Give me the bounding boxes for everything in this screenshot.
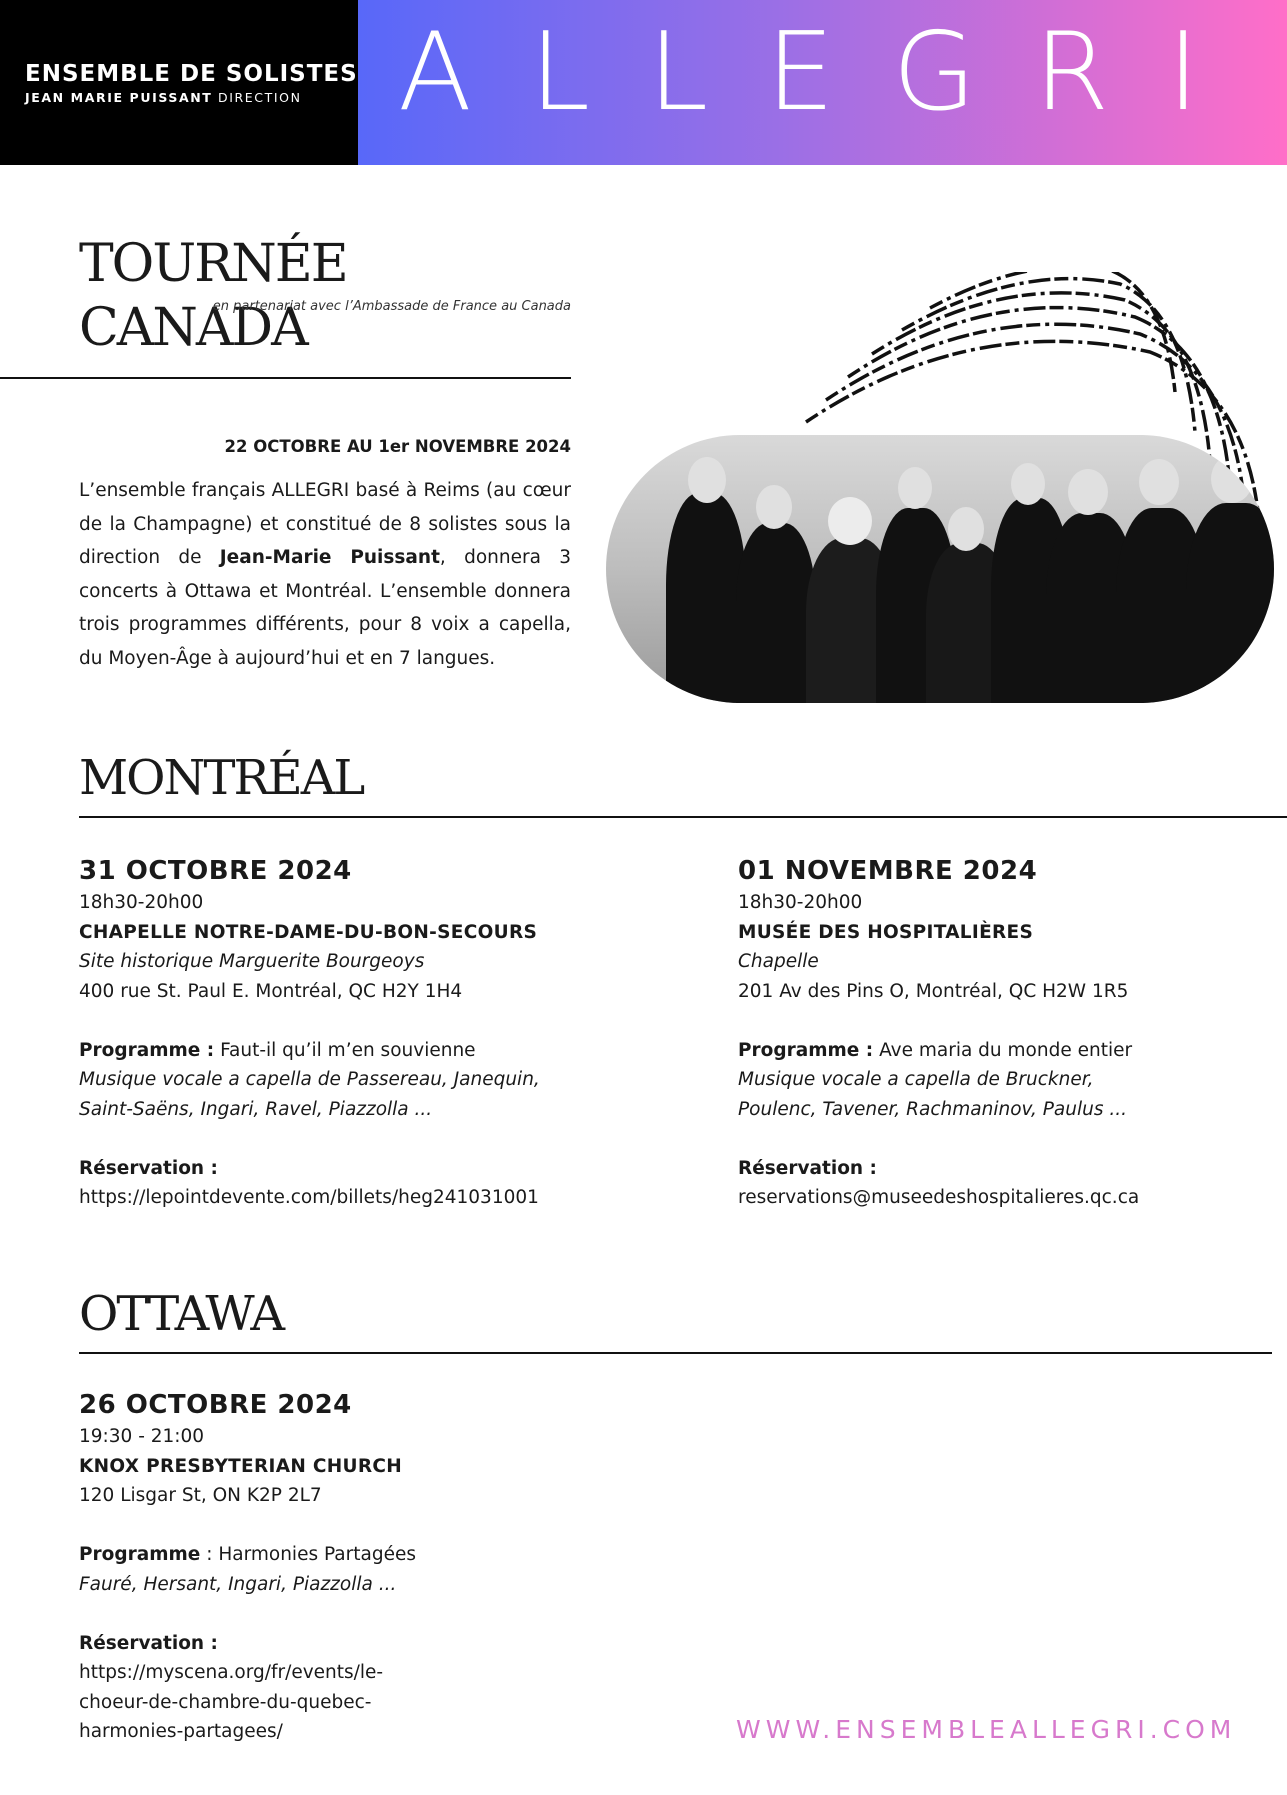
concert-address: 120 Lisgar St, ON K2P 2L7 <box>79 1485 322 1506</box>
concert-programme <box>79 1036 699 1066</box>
ensemble-photo <box>606 435 1274 703</box>
website-link[interactable]: WWW.ENSEMBLEALLEGRI.COM <box>736 1715 1237 1744</box>
director-name: JEAN MARIE PUISSANT <box>25 89 213 105</box>
programme-title: Ave maria du monde entier <box>873 1039 1133 1061</box>
concert-venue: CHAPELLE NOTRE-DAME-DU-BON-SECOURS <box>79 921 538 943</box>
ensemble-name: ENSEMBLE DE SOLISTES <box>25 60 358 87</box>
concert-venue: KNOX PRESBYTERIAN CHURCH <box>79 1455 403 1477</box>
reservation-label: Réservation : <box>79 1632 218 1654</box>
programme-detail: Poulenc, Tavener, Rachmaninov, Paulus ... <box>738 1098 1127 1120</box>
programme-title: Faut-il qu’il m’en souvienne <box>214 1039 476 1061</box>
tour-divider <box>0 377 571 379</box>
ensemble-block <box>0 0 358 165</box>
programme-detail: Fauré, Hersant, Ingari, Piazzolla ... <box>79 1573 397 1595</box>
header <box>0 0 1287 165</box>
concert-site: Site historique Marguerite Bourgeoys <box>79 951 425 972</box>
concert-programme <box>738 1036 1278 1066</box>
concert-date: 01 NOVEMBRE 2024 <box>738 856 1038 886</box>
reservation-email[interactable]: reservations@museedeshospitalieres.qc.ca <box>738 1187 1140 1208</box>
intro-text-1: L’ensemble français ALLEGRI basé à Reims (au cœur de la Champagne) et constitué de 8 solistes sous la direction de <box>79 480 571 568</box>
concert-time: 18h30-20h00 <box>79 892 204 913</box>
tour-title: TOURNÉE CANADA <box>79 234 347 358</box>
programme-detail: Musique vocale a capella de Bruckner, <box>738 1069 1094 1090</box>
concert-ottawa <box>79 1388 639 1747</box>
montreal-divider <box>79 816 1287 818</box>
concert-time: 19:30 - 21:00 <box>79 1426 205 1447</box>
reservation-link[interactable]: https://myscena.org/fr/events/le- <box>79 1662 384 1683</box>
ottawa-title: OTTAWA <box>79 1286 283 1342</box>
reservation-label: Réservation : <box>738 1157 877 1179</box>
reservation-link[interactable]: harmonies-partagees/ <box>79 1721 283 1742</box>
concert-time: 18h30-20h00 <box>738 892 863 913</box>
reservation-link[interactable]: https://lepointdevente.com/billets/heg241031001 <box>79 1187 539 1208</box>
tour-subtitle: en partenariat avec l’Ambassade de France au Canada <box>212 299 571 314</box>
concert-montreal-2 <box>738 854 1278 1213</box>
tour-dates: 22 OCTOBRE AU 1er NOVEMBRE 2024 <box>224 437 571 456</box>
concert-date: 26 OCTOBRE 2024 <box>79 1390 352 1420</box>
brand-title: ALLEGRI <box>398 10 1258 135</box>
programme-detail: Saint-Saëns, Ingari, Ravel, Piazzolla ... <box>79 1098 433 1120</box>
concert-site: Chapelle <box>738 951 819 972</box>
programme-label: Programme : <box>79 1039 215 1061</box>
concert-programme <box>79 1540 639 1570</box>
tour-intro <box>79 474 571 675</box>
intro-text-2: , donnera 3 concerts à Ottawa et Montréal. L’ensemble donnera trois programmes différents, pour 8 voix a capella, du Moyen-Âge à aujourd’hui et en 7 langues. <box>79 547 572 669</box>
programme-label: Programme : <box>738 1039 874 1061</box>
brand-banner <box>358 0 1287 165</box>
intro-director: Jean-Marie Puissant <box>219 547 440 568</box>
direction-label: DIRECTION <box>212 89 302 105</box>
montreal-title: MONTRÉAL <box>79 750 364 806</box>
reservation-link[interactable]: choeur-de-chambre-du-quebec- <box>79 1691 372 1713</box>
ottawa-divider <box>79 1352 1272 1354</box>
concert-address: 201 Av des Pins O, Montréal, QC H2W 1R5 <box>738 980 1129 1002</box>
director-line <box>25 89 358 107</box>
concert-date: 31 OCTOBRE 2024 <box>79 856 352 886</box>
programme-label: Programme <box>79 1544 201 1565</box>
concert-venue: MUSÉE DES HOSPITALIÈRES <box>738 921 1034 943</box>
concert-montreal-1 <box>79 854 699 1213</box>
reservation-label: Réservation : <box>79 1157 218 1179</box>
programme-title: : Harmonies Partagées <box>200 1544 416 1565</box>
concert-address: 400 rue St. Paul E. Montréal, QC H2Y 1H4 <box>79 980 463 1002</box>
programme-detail: Musique vocale a capella de Passereau, Janequin, <box>79 1069 540 1090</box>
